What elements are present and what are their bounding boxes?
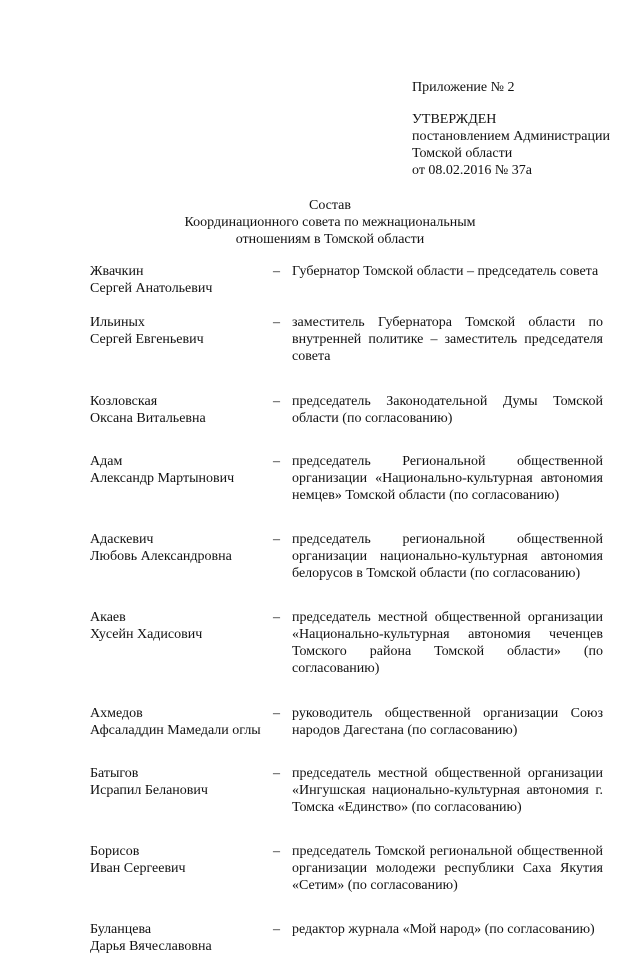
member-given-name: Оксана Витальевна: [90, 411, 206, 426]
member-dash: –: [273, 706, 280, 721]
member-name: [90, 705, 273, 739]
members-list: [90, 263, 603, 955]
member-name: [90, 531, 273, 582]
member-row: [90, 705, 603, 739]
member-given-name: Сергей Евгеньевич: [90, 332, 204, 347]
member-given-name: Афсаладдин Мамедали оглы: [90, 723, 261, 738]
member-name: [90, 609, 273, 677]
member-surname: Акаев: [90, 610, 126, 625]
member-role: председатель региональной общественной организации национально-культурная автономия белорусов в Томской области (по согласованию): [292, 532, 603, 581]
approved-by-line-1: постановлением Администрации: [412, 129, 610, 144]
member-surname: Жвачкин: [90, 264, 144, 279]
member-dash: –: [273, 610, 280, 625]
member-row: [90, 843, 603, 894]
member-surname: Адаскевич: [90, 532, 154, 547]
title-line-3: отношениям в Томской области: [235, 232, 425, 247]
member-role: Губернатор Томской области – председатель совета: [292, 264, 599, 279]
member-surname: Адам: [90, 454, 123, 469]
member-dash: –: [273, 394, 280, 409]
member-role: председатель Томской региональной общественной организации молодежи республики Саха Якутия «Сетим» (по согласованию): [292, 844, 603, 893]
document-title: [140, 197, 520, 248]
approval-date: от 08.02.2016 № 37а: [412, 163, 533, 178]
member-given-name: Любовь Александровна: [90, 549, 232, 564]
member-role: председатель местной общественной организации «Национально-культурная автономия чеченцев Томского района Томской области» (по согласованию): [292, 610, 603, 676]
member-row: [90, 609, 603, 677]
member-dash: –: [273, 532, 280, 547]
member-row: [90, 765, 603, 816]
member-surname: Буланцева: [90, 922, 152, 937]
member-surname: Ильиных: [90, 315, 145, 330]
approved-by-line-2: Томской области: [412, 146, 513, 161]
appendix-block: [412, 79, 632, 179]
title-line-1: Состав: [308, 198, 351, 213]
member-role: председатель Законодательной Думы Томской области (по согласованию): [292, 394, 603, 426]
member-name: [90, 765, 273, 816]
member-row: [90, 393, 603, 427]
member-dash: –: [273, 922, 280, 937]
member-row: [90, 263, 603, 297]
member-dash: –: [273, 315, 280, 330]
member-name: [90, 263, 273, 297]
member-given-name: Сергей Анатольевич: [90, 281, 213, 296]
member-given-name: Исрапил Беланович: [90, 783, 208, 798]
member-dash: –: [273, 454, 280, 469]
member-given-name: Дарья Вячеславовна: [90, 939, 212, 954]
member-role: редактор журнала «Мой народ» (по согласованию): [292, 922, 595, 937]
member-role: председатель местной общественной организации «Ингушская национально-культурная автономия г. Томска «Единство» (по согласованию): [292, 766, 603, 815]
member-row: [90, 453, 603, 504]
member-surname: Борисов: [90, 844, 140, 859]
member-given-name: Иван Сергеевич: [90, 861, 186, 876]
member-given-name: Хусейн Хадисович: [90, 627, 203, 642]
member-row: [90, 921, 603, 955]
member-surname: Козловская: [90, 394, 158, 409]
member-name: [90, 393, 273, 427]
member-dash: –: [273, 844, 280, 859]
member-role: председатель Региональной общественной организации «Национально-культурная автономия немцев» Томской области (по согласованию): [292, 454, 603, 503]
member-dash: –: [273, 766, 280, 781]
appendix-number: Приложение № 2: [412, 80, 515, 95]
member-name: [90, 314, 273, 365]
member-surname: Ахмедов: [90, 706, 143, 721]
title-line-2: Координационного совета по межнациональным: [184, 215, 476, 230]
member-name: [90, 843, 273, 894]
member-surname: Батыгов: [90, 766, 139, 781]
member-row: [90, 314, 603, 365]
member-role: заместитель Губернатора Томской области по внутренней политике – заместитель председателя совета: [292, 315, 603, 364]
member-row: [90, 531, 603, 582]
member-given-name: Александр Мартынович: [90, 471, 235, 486]
member-role: руководитель общественной организации Союз народов Дагестана (по согласованию): [292, 706, 603, 738]
member-dash: –: [273, 264, 280, 279]
approved-label: УТВЕРЖДЕН: [412, 112, 497, 127]
member-name: [90, 453, 273, 504]
member-name: [90, 921, 273, 955]
